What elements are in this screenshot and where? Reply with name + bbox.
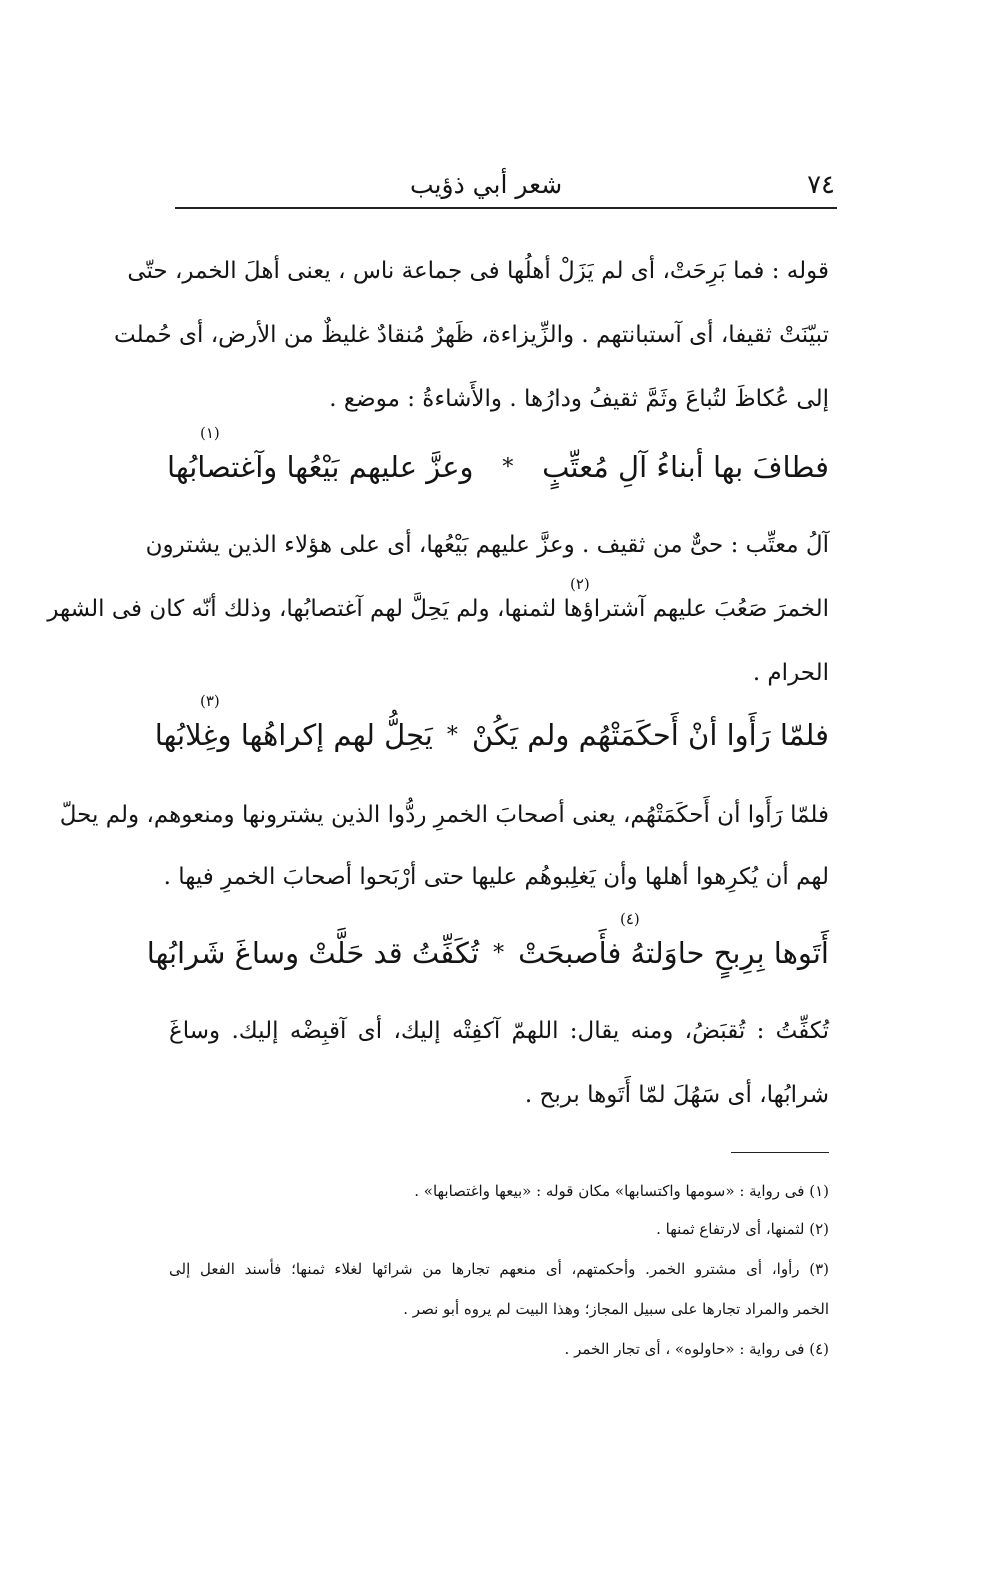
body-line-7: فلمّا رَأَوا أن أَحكَمَتْهُم، يعنى أصحابَ الخمرِ ردُّوا الذين يشترونها ومنعوهم، ولم يحلّ (59, 802, 829, 828)
footnote-3-line-2: الخمر والمراد تجارها على سبيل المجاز؛ وهذا البيت لم يروه أبو نصر . (403, 1300, 829, 1318)
page-number: ٧٤ (807, 170, 835, 200)
footnote-rule (731, 1152, 829, 1153)
verse-separator: * (446, 722, 458, 748)
footnote-1: (١) فى رواية : «سومها واكتسابها» مكان قوله : «بيعها واغتصابها» . (414, 1182, 829, 1200)
verse-2-first-hemistich: فلمّا رَأَوا أنْ أَحكَمَتْهُم ولم يَكُنْ (471, 718, 829, 752)
body-line-1: قوله : فما بَرِحَتْ، أى لم يَزَلْ أهلُها فى جماعة ناس ، يعنى أهلَ الخمر، حتّى (127, 258, 829, 284)
body-line-10: شرابُها، أى سَهُلَ لمّا أَتَوها بربح . (524, 1082, 829, 1108)
verse-2-second-hemistich: يَحِلُّ لهم إكراهُها وغِلابُها (154, 718, 433, 752)
footnote-2: (٢) لثمنها، أى لارتفاع ثمنها . (656, 1220, 829, 1238)
verse-3-first-hemistich: أَتَوها بِرِبحٍ حاوَلتهُ فأَصبحَتْ (518, 936, 829, 970)
note-marker-1: (١) (200, 424, 220, 442)
body-line-2: تبيّنَتْ ثقيفا، أى آستبانتهم . والزِّيزاءة، ظَهرٌ مُنقادٌ غليظٌ من الأرض، أى حُملت (114, 322, 829, 348)
header-rule (175, 207, 837, 209)
body-line-5: الخمرَ صَعُبَ عليهم آشتراؤها لثمنها، ولم يَحِلَّ لهم آغتصابُها، وذلك أنّه كان فى الشهر (47, 596, 829, 622)
verse-1-second-hemistich: وعزَّ عليهم بَيْعُها وآغتصابُها (167, 450, 474, 484)
verse-3-second-hemistich: تُكَفِّتُ قد حَلَّتْ وساغَ شَرابُها (146, 936, 480, 970)
running-title: شعر أبي ذؤيب (410, 170, 563, 199)
verse-2 (154, 718, 829, 752)
verse-separator: * (502, 454, 514, 480)
note-marker-3: (٣) (200, 692, 220, 710)
verse-3 (146, 936, 829, 970)
body-line-9: تُكفِّتُ : تُقبَضُ، ومنه يقال: اللهمّ آكفِتْه إليك، أى آقبِضْه إليك. وساغَ (169, 1018, 829, 1044)
footnote-4: (٤) فى رواية : «حاولوه» ، أى تجار الخمر . (564, 1340, 829, 1358)
footnote-3-line-1: (٣) رأوا، أى مشترو الخمر. وأحكمتهم، أى منعهم تجارها من شرائها لغلاء ثمنها؛ فأسند الفعل إلى (169, 1260, 829, 1278)
verse-separator: * (493, 940, 505, 966)
verse-1 (167, 450, 829, 484)
verse-1-first-hemistich: فطافَ بها أبناءُ آلِ مُعتِّبٍ (542, 450, 829, 484)
body-line-8: لهم أن يُكرِهوا أهلها وأن يَغلِبوهُم عليها حتى أرْبَحوا أصحابَ الخمرِ فيها . (163, 864, 829, 890)
body-line-6: الحرام . (752, 660, 829, 686)
note-marker-4: (٤) (620, 910, 640, 928)
body-line-4: آلُ معتِّب : حىٌّ من ثقيف . وعزَّ عليهم بَيْعُها، أى على هؤلاء الذين يشترون (145, 532, 829, 558)
page-header (175, 170, 835, 204)
body-line-3: إلى عُكاظَ لتُباعَ وثَمَّ ثقيفُ ودارُها . والأَشاءةُ : موضع . (329, 386, 829, 412)
note-marker-2: (٢) (570, 575, 590, 593)
